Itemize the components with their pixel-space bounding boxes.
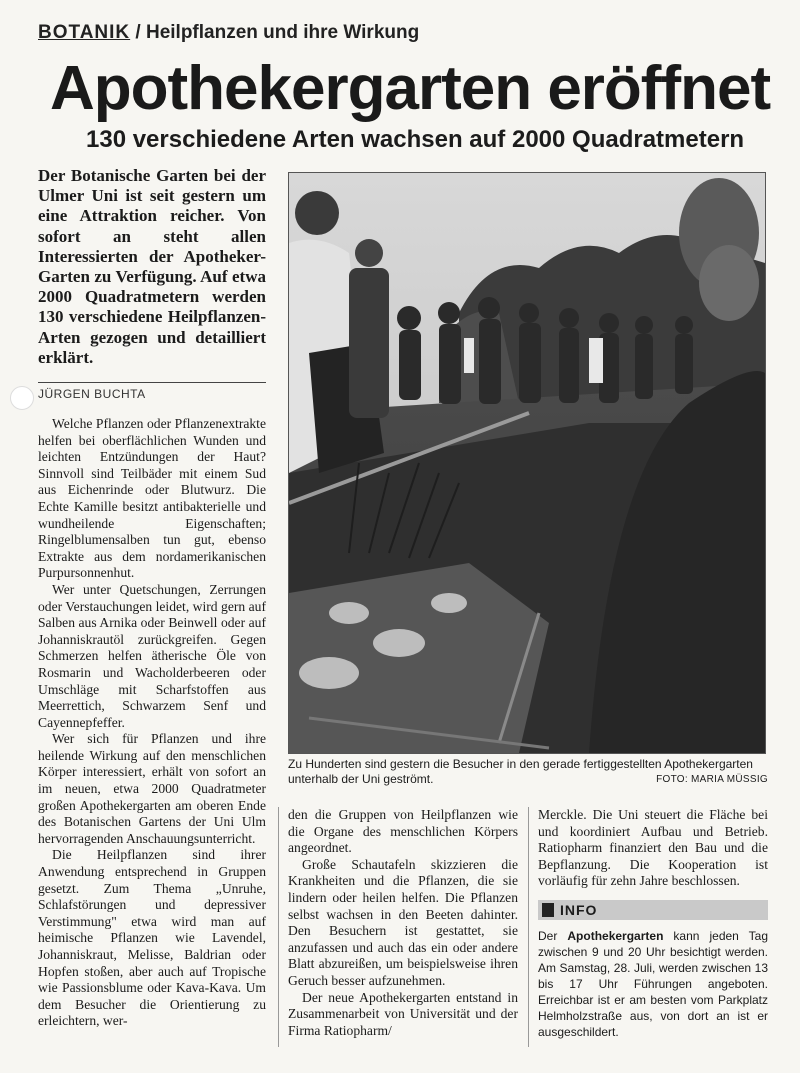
info-text-part: kann jeden Tag zwischen 9 und 20 Uhr besichtigt werden. Am Samstag, 28. Juli, werden zwischen 13 bis 17 Uhr Führungen angeboten. Erreichbar ist er am besten vom Parkplatz Helmholzstraße aus, von dort an ist er ausgeschildert. — [538, 928, 769, 1039]
punch-hole — [10, 386, 34, 410]
author-byline: JÜRGEN BUCHTA — [38, 387, 146, 401]
kicker — [38, 22, 419, 44]
paragraph: Merckle. Die Uni steuert die Fläche bei und koordiniert Aufbau und Betrieb. Ratiopharm finanziert den Bau und die Bepflanzung. Die Kooperation ist vorläufig für zehn Jahre beschlossen. — [538, 807, 768, 889]
garden-visitors-photo — [289, 173, 765, 753]
caption-text: Zu Hunderten sind gestern die Besucher in den gerade fertiggestellten Apothekergarten unterhalb der Uni geströmt. — [288, 757, 753, 786]
info-square-icon — [542, 903, 554, 917]
topic-label: / Heilpflanzen und ihre Wirkung — [135, 22, 420, 43]
column-divider — [278, 807, 279, 1047]
paragraph: Wer sich für Pflanzen und ihre heilende Wirkung auf den menschlichen Körper interessiert, erhält von sofort an im neuen, etwa 2000 Quadratmeter großen Apothekergarten am oberen Ende des Botanischen Gartens der Uni Ulm hervorragenden Anschauungsunterricht. — [38, 731, 266, 846]
section-label: BOTANIK — [38, 22, 131, 43]
article-column-3 — [538, 807, 768, 1040]
paragraph: Wer unter Quetschungen, Zerrungen oder Verstauchungen leidet, wird gern auf Salben aus Arnika oder Beinwell oder auf Johanniskrautöl zurückgreifen. Gegen Schmerzen helfen ätherische Öle von Rosmarin und Wacholderbeeren oder Umschläge mit Scharfstoffen aus Meerrettich, Schwarzem Senf und Cayennepfeffer. — [38, 581, 266, 730]
paragraph: Welche Pflanzen oder Pflanzenextrakte helfen bei oberflächlichen Wunden und leichten Entzündungen der Haut? Sinnvoll sind Teilbäder mit einem Sud aus Eichenrinde oder Blutwurz. Die Echte Kamille besitzt antibakterielle und wundheilende Eigenschaften; Ringelblumensalben tun gut, ebenso Extrakte aus dem nordamerikanischen Purpursonnenhut. — [38, 416, 266, 581]
article-photo — [288, 172, 766, 754]
photo-caption — [288, 757, 768, 787]
info-text-bold: Apothekergarten — [567, 928, 664, 943]
paragraph: Große Schautafeln skizzieren die Krankheiten und die Pflanzen, die sie lindern oder heilen helfen. Die Pflanzen selbst wachsen in den Beeten dahinter. Den Besuchern ist gestattet, sie anzufassen und auch das ein oder andere Blatt abzureißen, um beispielsweise ihren Geruch besser aufzunehmen. — [288, 856, 518, 988]
lead-paragraph: Der Botanische Garten bei der Ulmer Uni ist seit gestern um eine Attraktion reicher. Von sofort an steht allen Interessierten der Apotheker-Garten zu Verfügung. Auf etwa 2000 Quadratmetern werden 130 verschiedene Heilpflanzen-Arten gezogen und detailliert erklärt. — [38, 166, 266, 367]
column-divider — [528, 807, 529, 1047]
info-heading-text: INFO — [560, 901, 598, 918]
headline: Apothekergarten eröffnet — [50, 54, 771, 123]
paragraph: Die Heilpflanzen sind ihrer Anwendung entsprechend in Gruppen gesetzt. Zum Thema „Unruhe, Schlafstörungen und depressiver Verstimmung" etwa wird man auf heimische Pflanzen wie Lavendel, Johanniskraut, Melisse, Baldrian oder Hopfen stoßen, aber auch auf Tropische wie Passionsblume oder Kava-Kava. Um dem Besucher die Orientierung zu erleichtern, wer- — [38, 847, 266, 1029]
paragraph: Der neue Apothekergarten entstand in Zusammenarbeit von Universität und der Firma Ratiopharm/ — [288, 989, 518, 1038]
photo-credit: FOTO: MARIA MÜSSIG — [656, 774, 768, 785]
info-text-part: Der — [538, 928, 568, 943]
article-column-1 — [38, 416, 266, 1030]
article-column-2 — [288, 807, 518, 1039]
info-box-text — [538, 928, 768, 1040]
subheadline: 130 verschiedene Arten wachsen auf 2000 Quadratmetern — [86, 126, 745, 153]
info-box-heading — [538, 900, 768, 920]
paragraph: den die Gruppen von Heilpflanzen wie die Organe des menschlichen Körpers angeordnet. — [288, 807, 518, 856]
author-rule — [38, 382, 266, 383]
